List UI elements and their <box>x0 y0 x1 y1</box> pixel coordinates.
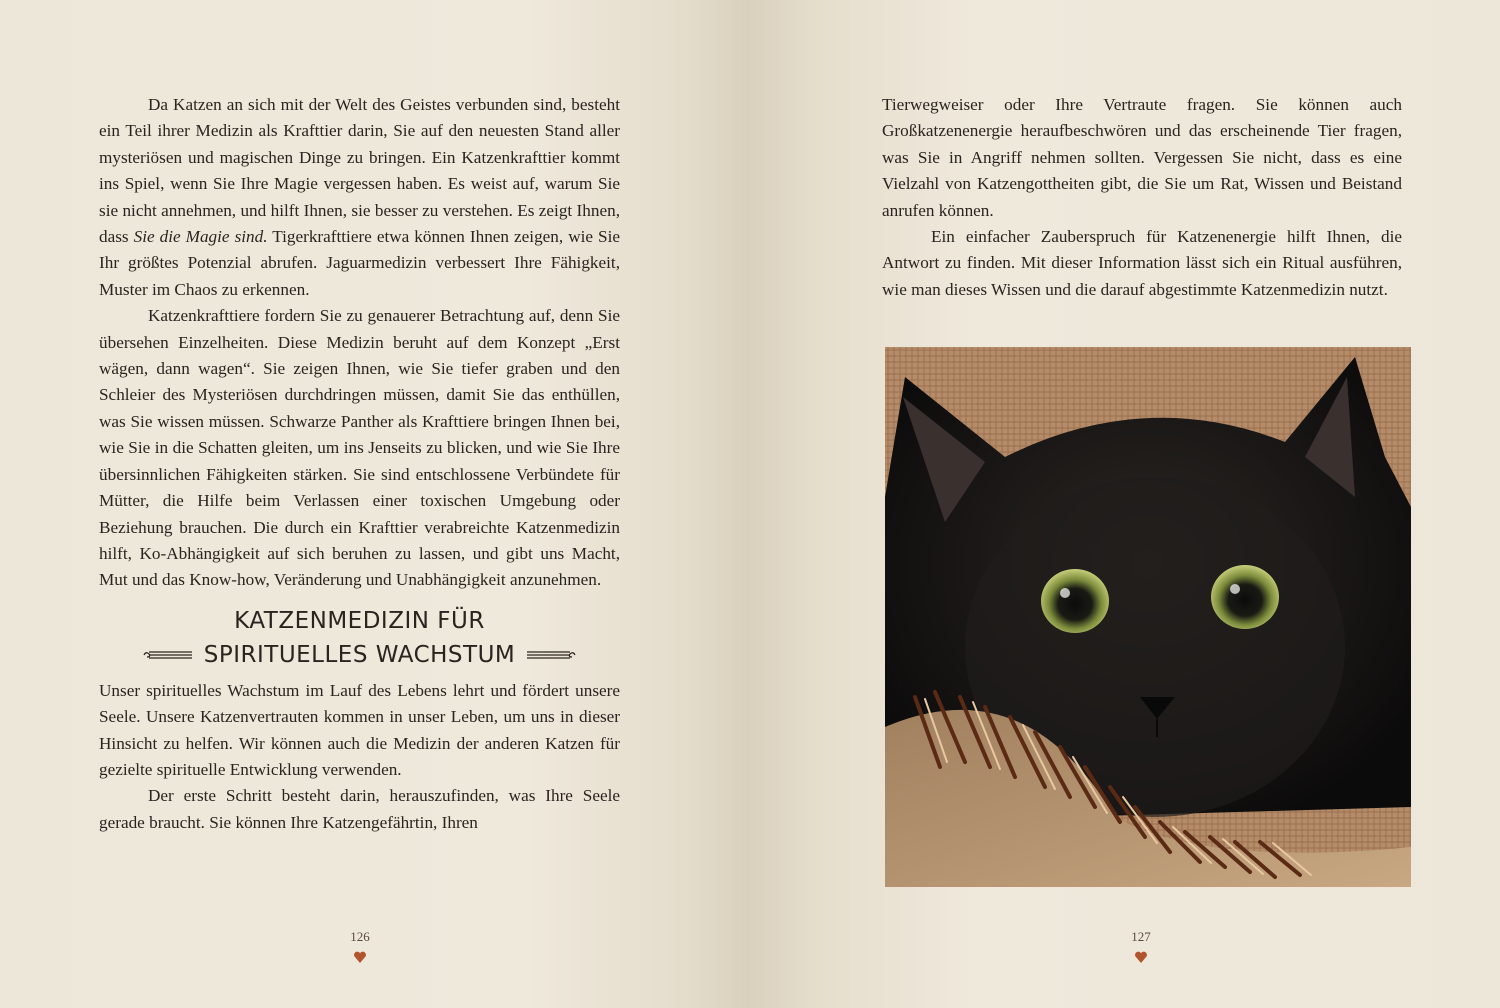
right-text-column <box>882 92 1402 303</box>
black-cat-illustration <box>885 347 1411 887</box>
page-number-right: 127 <box>1131 929 1151 944</box>
heading-line-2-wrap <box>99 638 620 672</box>
left-paragraph-1: Da Katzen an sich mit der Welt des Geistes verbunden sind, besteht ein Teil ihrer Medizin als Krafttier darin, Sie auf den neuesten Stand aller mysteriösen und magischen Dinge zu bringen. Ein Katzenkrafttier kommt ins Spiel, wenn Sie Ihre Magie vergessen haben. Es weist auf, warum Sie sie nicht annehmen, und hilft Ihnen, sie besser zu verstehen. Es zeigt Ihnen, dass Sie die Magie sind. Tigerkrafttiere etwa können Ihnen zeigen, wie Sie Ihr größtes Potenzial abrufen. Jaguarmedizin verbessert Ihre Fähigkeit, Muster im Chaos zu erkennen. <box>99 95 620 299</box>
flourish-right-icon <box>527 648 579 662</box>
heart-ornament-icon <box>353 950 367 964</box>
heading-line-2: SPIRITUELLES WACHSTUM <box>203 641 516 668</box>
flourish-left-icon <box>140 648 192 662</box>
left-text-column <box>99 92 620 836</box>
right-paragraph-1: Tierwegweiser oder Ihre Vertraute fragen. Sie können auch Großkatzenenergie heraufbeschwören und das erscheinende Tier fragen, was Sie in Angriff nehmen sollten. Vergessen Sie nicht, dass es eine Vielzahl von Katzengottheiten gibt, die Sie um Rat, Wissen und Beistand anrufen können. <box>882 95 1402 220</box>
left-paragraph-2: Katzenkrafttiere fordern Sie zu genauerer Betrachtung auf, denn Sie übersehen Einzelheiten. Diese Medizin beruht auf dem Konzept „Erst wägen, dann wagen“. Sie zeigen Ihnen, wie Sie tiefer graben und den Schleier des Mysteriösen durchdringen müssen, damit Sie das enthüllen, was Sie wissen müssen. Schwarze Panther als Krafttiere bringen Ihnen bei, wie Sie in die Schatten gleiten, um ins Jenseits zu blicken, und wie Sie Ihre übersinnlichen Fähigkeiten stärken. Sie sind entschlossene Verbündete für Mütter, die Hilfe beim Verlassen einer toxischen Umgebung oder Beziehung brauchen. Die durch ein Krafttier verabreichte Katzenmedizin hilft, Ko-Abhängigkeit auf sich beruhen zu lassen, und gibt uns Macht, Mut und das Know-how, Veränderung und Unabhängigkeit anzunehmen. <box>99 306 620 590</box>
left-paragraph-4: Der erste Schritt besteht darin, herauszufinden, was Ihre Seele gerade braucht. Sie können Ihre Katzengefährtin, Ihren <box>99 786 620 832</box>
right-page <box>750 0 1500 1008</box>
heading-line-1: KATZENMEDIZIN FÜR <box>234 607 485 634</box>
heart-ornament-icon <box>1134 950 1148 964</box>
left-paragraph-3: Unser spirituelles Wachstum im Lauf des Lebens lehrt und fördert unsere Seele. Unsere Katzenvertrauten kommen in unser Leben, um uns in dieser Hinsicht zu helfen. Wir können auch die Medizin der anderen Katzen für gezielte spirituelle Entwicklung verwenden. <box>99 680 620 779</box>
black-cat-image <box>885 347 1411 887</box>
page-number-left: 126 <box>350 929 370 944</box>
section-heading <box>99 604 620 672</box>
right-paragraph-2: Ein einfacher Zauberspruch für Katzenenergie hilft Ihnen, die Antwort zu finden. Mit dieser Information lässt sich ein Ritual ausführen, wie man dieses Wissen und die darauf abgestimmte Katzenmedizin nutzt. <box>882 227 1402 299</box>
emphasis-text: Sie die Magie sind. <box>133 227 268 247</box>
